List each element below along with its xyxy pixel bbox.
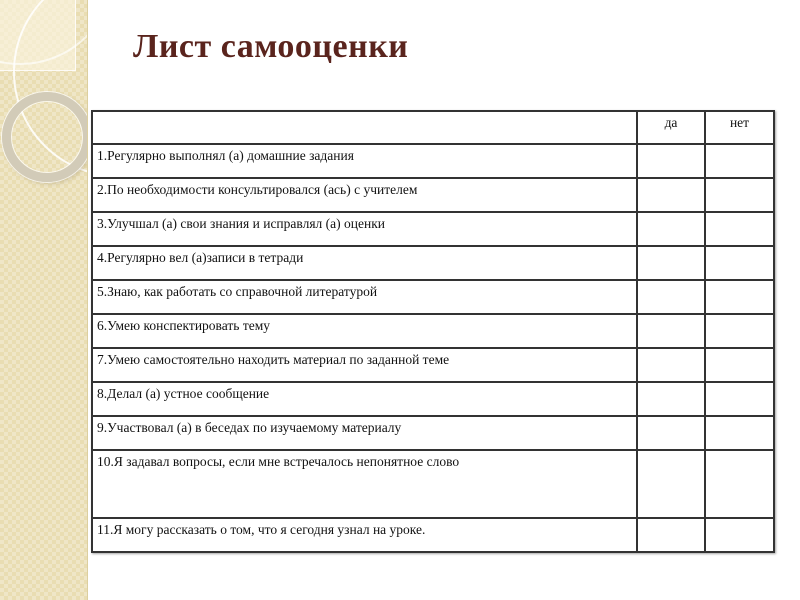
column-header-question [92,111,637,144]
yes-cell [637,348,705,382]
no-cell [705,212,774,246]
yes-cell [637,518,705,552]
table-row [92,246,774,280]
decorative-sidebar [0,0,88,600]
question-text: 5.Знаю, как работать со справочной литературой [92,280,637,314]
yes-cell [637,416,705,450]
table-row [92,382,774,416]
yes-cell [637,450,705,518]
decorative-ring [2,92,88,182]
no-cell [705,416,774,450]
table-row [92,450,774,518]
no-cell [705,314,774,348]
question-text: 7.Умею самостоятельно находить материал по заданной теме [92,348,637,382]
question-text: 3.Улучшал (а) свои знания и исправлял (а) оценки [92,212,637,246]
question-text: 4.Регулярно вел (а)записи в тетради [92,246,637,280]
table-row [92,314,774,348]
no-cell [705,382,774,416]
yes-cell [637,314,705,348]
table-row [92,144,774,178]
table-row [92,348,774,382]
yes-cell [637,178,705,212]
no-cell [705,144,774,178]
yes-cell [637,280,705,314]
no-cell [705,246,774,280]
yes-cell [637,212,705,246]
no-cell [705,348,774,382]
question-text: 1.Регулярно выполнял (а) домашние задания [92,144,637,178]
table-row [92,280,774,314]
column-header-no: нет [705,111,774,144]
yes-cell [637,246,705,280]
table-row [92,416,774,450]
question-text: 8.Делал (а) устное сообщение [92,382,637,416]
no-cell [705,280,774,314]
page-title: Лист самооценки [133,28,409,65]
table-row [92,178,774,212]
no-cell [705,178,774,212]
no-cell [705,450,774,518]
table-row [92,212,774,246]
table-header-row [92,111,774,144]
question-text: 11.Я могу рассказать о том, что я сегодня узнал на уроке. [92,518,637,552]
column-header-yes: да [637,111,705,144]
yes-cell [637,382,705,416]
question-text: 9.Участвовал (а) в беседах по изучаемому материалу [92,416,637,450]
question-text: 2.По необходимости консультировался (ась) с учителем [92,178,637,212]
no-cell [705,518,774,552]
yes-cell [637,144,705,178]
self-assessment-table [91,110,775,553]
question-text: 6.Умею конспектировать тему [92,314,637,348]
table-row [92,518,774,552]
question-text: 10.Я задавал вопросы, если мне встречалось непонятное слово [92,450,637,518]
